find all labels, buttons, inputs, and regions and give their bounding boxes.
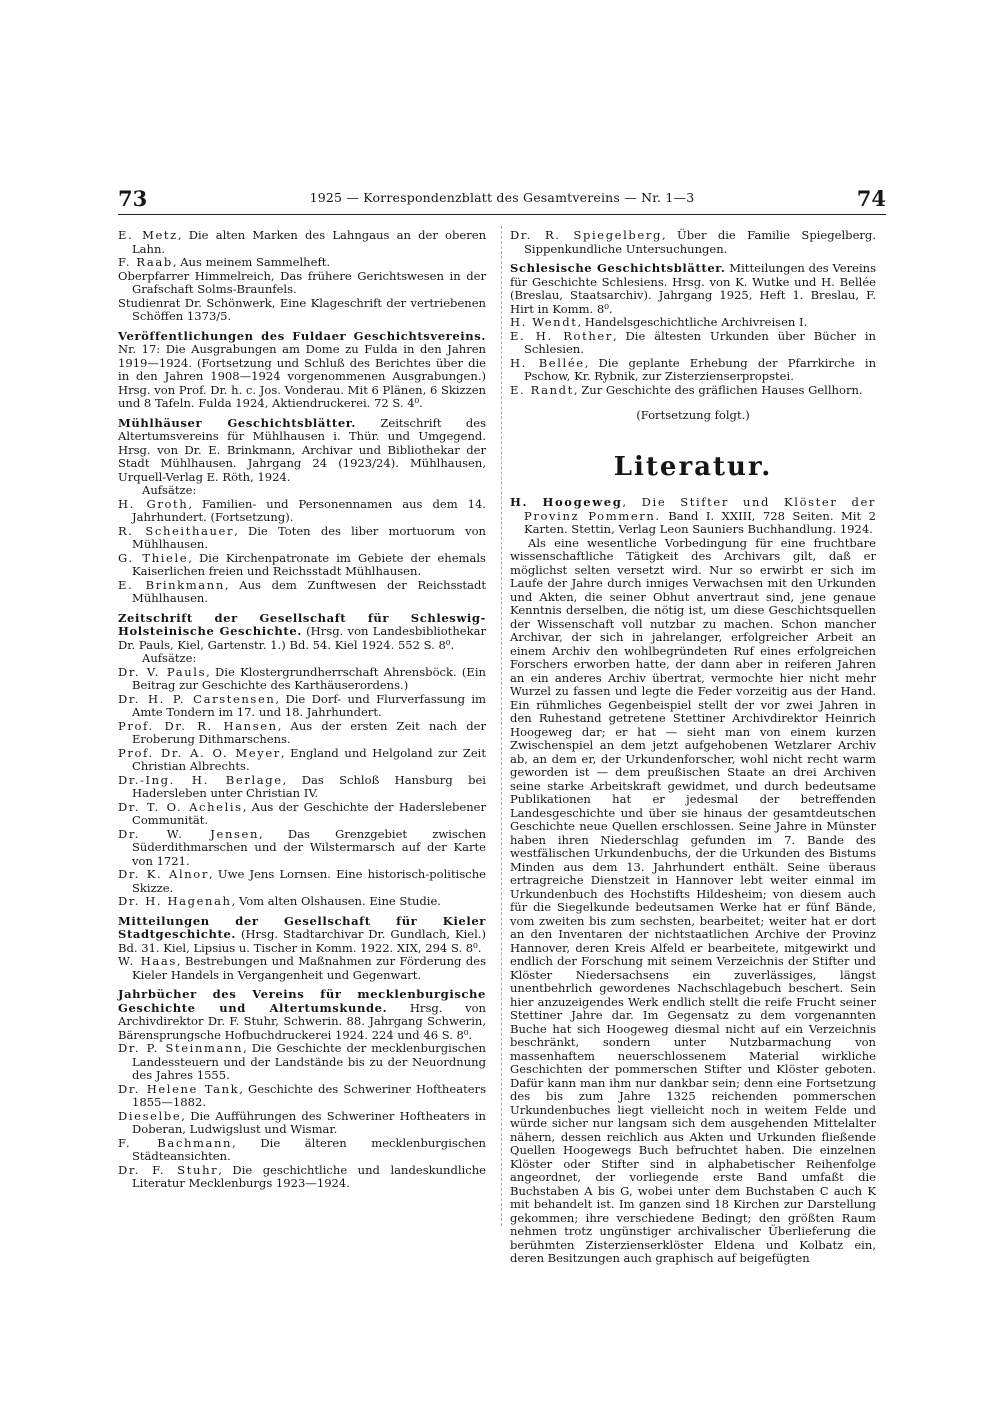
list-item: Dr.-Ing. H. Berlage, Das Schloß Hansburg bei Hadersleben unter Christian IV.: [118, 772, 486, 800]
review-heading: H. Hoogeweg, Die Stifter und Klöster der Provinz Pommern. Band I. XXIII, 728 Seiten. Mit 2 Karten. Stettin, Verlag Leon Sauniers Buchhandlung. 1924.: [510, 495, 876, 537]
section-schlesien: Schlesische Geschichtsblätter. Mitteilungen des Vereins für Geschichte Schlesiens. Hrsg. von K. Wutke und H. Bellée (Breslau, Staatsarchiv). Jahrgang 1925, Heft 1. Breslau, F. Hirt in Komm. 8⁰.: [510, 261, 877, 316]
section-title: Mühlhäuser Geschichtsblätter.: [118, 415, 357, 430]
list-item: W. Haas, Bestrebungen und Maßnahmen zur Förderung des Kieler Handels in Vergangenheit und Gegenwart.: [118, 954, 486, 982]
list-item: E. Metz, Die alten Marken des Lahngaus an der oberen Lahn.: [118, 228, 487, 256]
section-mecklenburg: Jahrbücher des Vereins für mecklenburgische Geschichte und Altertumskunde. Hrsg. von Archivdirektor Dr. F. Stuhr, Schwerin. 88. Jahrgang Schwerin, Bärensprungsche Hofbuchdruckerei 1924. 224 und 46 S. 8⁰.: [118, 987, 486, 1042]
list-item: Oberpfarrer Himmelreich, Das frühere Gerichtswesen in der Grafschaft Solms-Braunfels.: [118, 268, 486, 296]
page-header: [118, 186, 886, 214]
section-schleswig: Zeitschrift der Gesellschaft für Schleswig-Holsteinische Geschichte. (Hrsg. von Landesbibliothekar Dr. Pauls, Kiel, Gartenstr. 1.) Bd. 54. Kiel 1924. 552 S. 8⁰.: [118, 610, 486, 652]
list-item: Studienrat Dr. Schönwerk, Eine Klageschrift der vertriebenen Schöffen 1373/5.: [118, 295, 486, 323]
review-body: Als eine wesentliche Vorbedingung für eine fruchtbare wissenschaftliche Tätigkeit des Archivars gilt, daß er möglichst selten versetzt wird. Nur so erwirbt er sich im Laufe der Jahre durch inniges Verwachsen mit den Urkunden und Akten, die seiner Obhut anvertraut sind, jene genaue Kenntnis derselben, die nötig ist, um diese Geschichtsquellen der Wissenschaft voll nutzbar zu machen. Schon mancher Archivar, der sich in jahrelanger, erfolgreicher Arbeit an einem Archiv den wohlbegründeten Ruf eines erfolgreichen Forschers erworben hatte, der dann aber in reiferen Jahren an ein anderes Archiv übertrat, vermochte hier nicht mehr Wurzel zu fassen und legte die Feder vorzeitig aus der Hand. Ein rühmliches Gegenbeispiel stellt der vor zwei Jahren in den Ruhestand getretene Stettiner Archivdirektor Heinrich Hoogeweg dar; er hat — sieht man von einem kurzen Zwischenspiel an dem jetzt aufgehobenen Wetzlarer Archiv ab, an dem er, der Urkundenforscher, wohl nicht recht warm geworden ist — dem preußischen Staate an drei Archiven seine starke Arbeitskraft gewidmet, und durch bedeutsame Publikationen hat er jedesmal der betreffenden Landesgeschichte und über sie hinaus der gesamtdeutschen Geschichte neue Quellen erschlossen. Seine Jahre in Münster haben ihren Niederschlag gefunden im 7. Bande des westfälischen Urkundenbuchs, der die Urkunden des Bistums Minden aus dem 13. Jahrhundert enthält. Seine überaus ertragreiche Dienstzeit in Hannover lebt weiter einmal im Urkundenbuch des Hochstifts Hildesheim; von diesem auch für die Siegelkunde bedeutsamen Werke hat er fünf Bände, vom zweiten bis zum sechsten, bearbeitet; weiter hat er dort an den Inventaren der nichtstaatlichen Archive der Provinz Hannover, deren Kreis Alfeld er bearbeitete, mitgewirkt und endlich der Forschung mit seinem Verzeichnis der Stifter und Klöster Niedersachsens ein zuverlässiges, längst unentbehrlich gewordenes Nachschlagebuch beschert. Sein hier anzuzeigendes Werk endlich stellt die reife Frucht seiner Stettiner Jahre dar. Im Gegensatz zu dem vorgenannten Buche hat sich Hoogeweg diesmal nicht auf ein Verzeichnis beschränkt, sondern unter Nutzbarmachung von massenhaftem neuerschlossenem Material wirkliche Geschichten der pommerschen Stifter und Klöster geboten. Dafür kann man ihm nur dankbar sein; denn eine Fortsetzung des bis zum Jahre 1325 reichenden pommerschen Urkundenbuches liegt vielleicht noch in weitem Felde und würde sicher nur langsam sich dem ausgehenden Mittelalter nähern, dessen reichlich aus Akten und Urkunden fließende Quellen Hoogewegs Buch befruchtet haben. Die einzelnen Klöster oder Stifter sind in alphabetischer Reihenfolge angeordnet, der vorliegende erste Band umfaßt die Buchstaben A bis G, wobei unter dem Buchstaben C auch K mit behandelt ist. Im ganzen sind 18 Kirchen zur Darstellung gekommen; ihre verschiedene Bedingt; den größten Raum nehmen trotz ungünstiger archivalischer Überlieferung die berühmten Zisterzienserklöster Eldena und Kolbatz ein, deren Besitzungen auch graphisch auf beigefügten: [510, 535, 876, 1266]
section-title: Veröffentlichungen des Fuldaer Geschichtsvereins.: [118, 328, 486, 343]
list-item: Dr. H. P. Carstensen, Die Dorf- und Flurverfassung im Amte Tondern im 17. und 18. Jahrhundert.: [118, 691, 486, 719]
literature-title: Literatur.: [613, 452, 773, 483]
list-item: Dieselbe, Die Aufführungen des Schweriner Hoftheaters in Doberan, Ludwigslust und Wismar.: [118, 1108, 486, 1136]
section-title: Mitteilungen der Gesellschaft für Kieler Stadtgeschichte.: [118, 913, 486, 941]
list-item: E. Randt, Zur Geschichte des gräflichen Hauses Gellhorn.: [510, 382, 863, 397]
continuation-note: (Fortsetzung folgt.): [636, 407, 750, 422]
list-item: E. Brinkmann, Aus dem Zunftwesen der Reichsstadt Mühlhausen.: [118, 577, 486, 605]
section-title: Schlesische Geschichtsblätter.: [510, 261, 726, 275]
right-column: [510, 229, 876, 1266]
section-muehlhausen: Mühlhäuser Geschichtsblätter. Zeitschrift des Altertumsvereins für Mühlhausen i. Thür. und Umgegend. Hrsg. von Dr. E. Brinkmann, Archivar und Bibliothekar der Stadt Mühlhausen. Jahrgang 24 (1923/24). Mühlhausen, Urquell-Verlag E. Röth, 1924.: [118, 415, 486, 484]
list-item: F. Bachmann, Die älteren mecklenburgischen Städteansichten.: [118, 1135, 486, 1163]
left-column: [118, 229, 486, 1191]
list-item: Dr. R. Spiegelberg, Über die Familie Spiegelberg. Sippenkundliche Untersuchungen.: [510, 228, 876, 256]
list-item: Dr. Helene Tank, Geschichte des Schweriner Hoftheaters 1855—1882.: [118, 1081, 486, 1109]
list-item: Dr. V. Pauls, Die Klostergrundherrschaft Ahrensböck. (Ein Beitrag zur Geschichte des Karthäuserordens.): [118, 664, 486, 692]
list-item: H. Groth, Familien- und Personennamen aus dem 14. Jahrhundert. (Fortsetzung).: [118, 496, 486, 524]
list-item: Prof. Dr. A. O. Meyer, England und Helgoland zur Zeit Christian Albrechts.: [118, 745, 486, 773]
list-item: Dr. K. Alnor, Uwe Jens Lornsen. Eine historisch-politische Skizze.: [118, 867, 486, 895]
running-head: 1925 — Korrespondenzblatt des Gesamtvereins — Nr. 1—3: [309, 190, 695, 205]
list-item: Dr. W. Jensen, Das Grenzgebiet zwischen Süderdithmarschen und der Wilstermarsch auf der Karte von 1721.: [118, 826, 487, 868]
header-rule: [118, 214, 886, 215]
page-number-right: 74: [856, 186, 886, 211]
list-item: Dr. P. Steinmann, Die Geschichte der mecklenburgischen Landessteuern und der Landstände bis zu der Neuordnung des Jahres 1555.: [118, 1041, 486, 1082]
column-divider: [501, 226, 502, 1226]
subheading: Aufsätze:: [142, 651, 197, 665]
list-item: Dr. T. O. Achelis, Aus der Geschichte der Haderslebener Communität.: [118, 799, 486, 827]
section-fulda: Veröffentlichungen des Fuldaer Geschichtsvereins. Nr. 17: Die Ausgrabungen am Dome zu Fulda in den Jahren 1919—1924. (Fortsetzung und Schluß des Berichtes über die in den Jahren 1908—1924 vorgenommenen Ausgrabungen.) Hrsg. von Prof. Dr. h. c. Jos. Vonderau. Mit 6 Plänen, 6 Skizzen und 8 Tafeln. Fulda 1924, Aktiendruckerei. 72 S. 4⁰.: [118, 328, 486, 410]
section-title: Zeitschrift der Gesellschaft für Schleswig-Holsteinische Geschichte.: [118, 610, 486, 638]
list-item: H. Wendt, Handelsgeschichtliche Archivreisen I.: [510, 315, 808, 329]
list-item: Prof. Dr. R. Hansen, Aus der ersten Zeit nach der Eroberung Dithmarschens.: [118, 718, 486, 746]
page-number-left: 73: [118, 186, 148, 211]
list-item: H. Bellée, Die geplante Erhebung der Pfarrkirche in Pschow, Kr. Rybnik, zur Zisterzienserpropstei.: [510, 355, 877, 383]
list-item: F. Raab, Aus meinem Sammelheft.: [118, 255, 331, 269]
list-item: Dr. F. Stuhr, Die geschichtliche und landeskundliche Literatur Mecklenburgs 1923—1924.: [118, 1162, 487, 1190]
section-title: Jahrbücher des Vereins für mecklenburgische Geschichte und Altertumskunde.: [118, 987, 486, 1015]
list-item: R. Scheithauer, Die Toten des liber mortuorum von Mühlhausen.: [118, 523, 486, 551]
list-item: Dr. H. Hagenah, Vom alten Olshausen. Eine Studie.: [118, 894, 441, 908]
list-item: G. Thiele, Die Kirchenpatronate im Gebiete der ehemals Kaiserlichen freien und Reichsstadt Mühlhausen.: [118, 550, 486, 578]
section-kiel: Mitteilungen der Gesellschaft für Kieler Stadtgeschichte. (Hrsg. Stadtarchivar Dr. Gundlach, Kiel.) Bd. 31. Kiel, Lipsius u. Tischer in Komm. 1922. XIX, 294 S. 8⁰.: [118, 913, 486, 955]
list-item: E. H. Rother, Die ältesten Urkunden über Bücher in Schlesien.: [510, 328, 876, 356]
subheading: Aufsätze:: [142, 483, 197, 497]
